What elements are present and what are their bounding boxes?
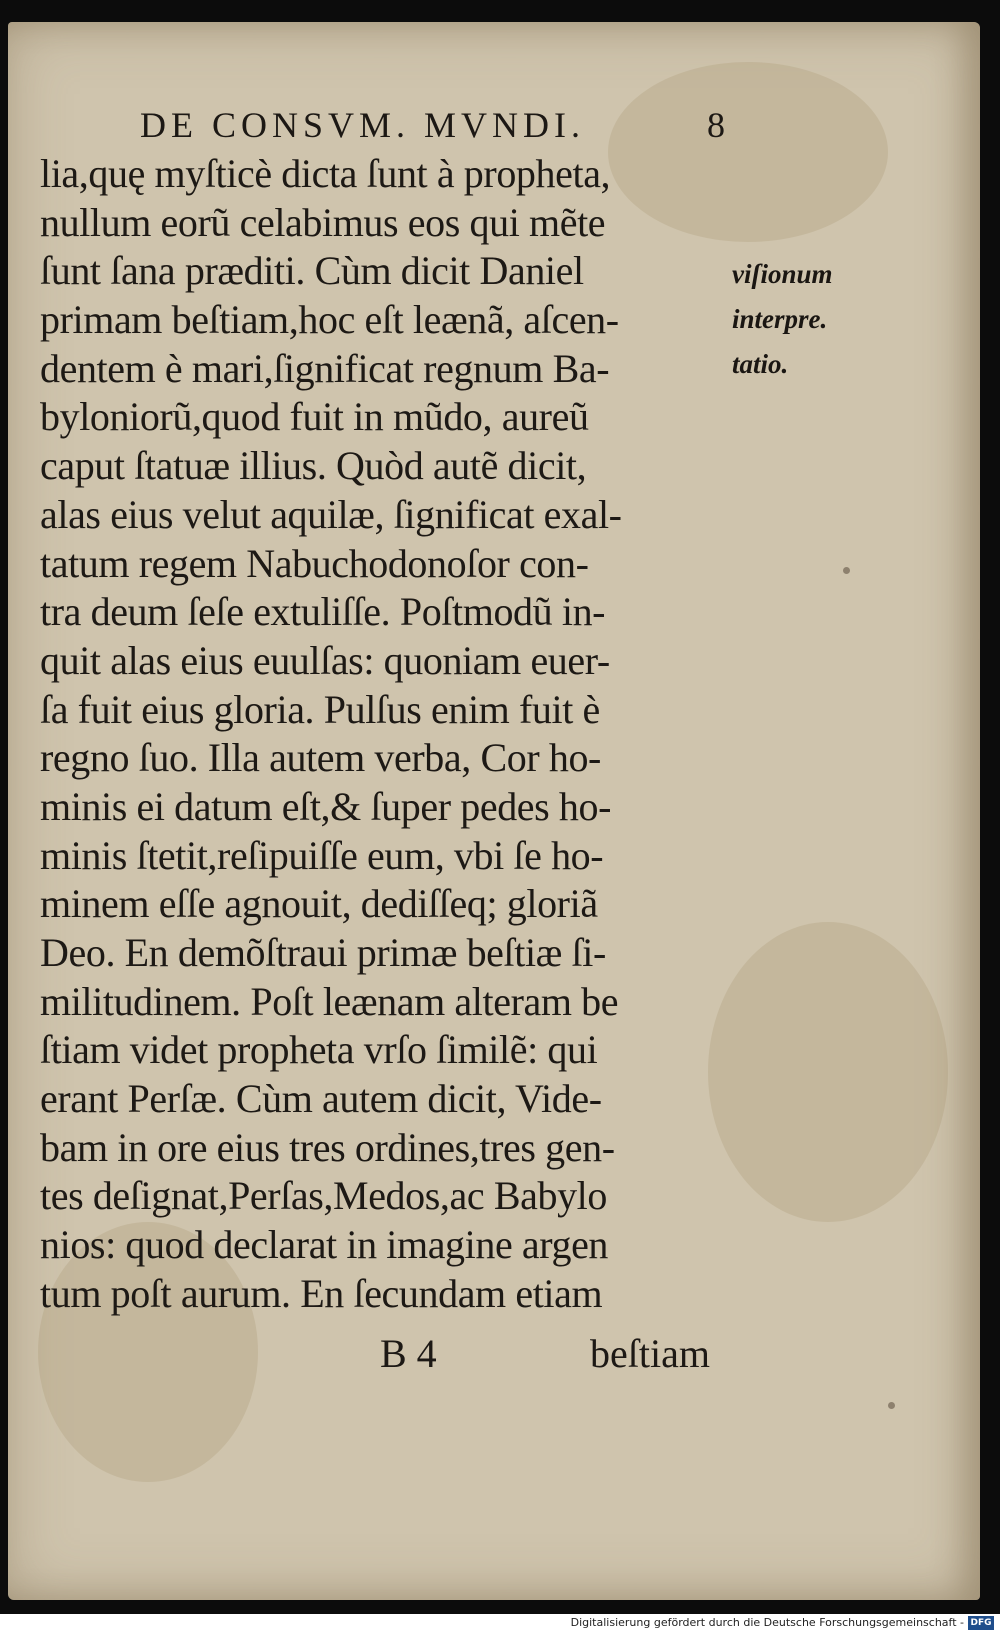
text-line: regno ſuo. Illa autem verba, Cor ho- (40, 735, 601, 781)
dfg-logo-icon: DFG (968, 1616, 994, 1630)
catchword: beſtiam (590, 1331, 710, 1376)
text-line: nullum eorũ celabimus eos qui mẽte (40, 199, 606, 245)
text-line: ſunt ſana præditi. Cùm dicit Daniel (40, 248, 584, 294)
text-line: Deo. En demõſtraui primæ beſtiæ ſi- (40, 930, 606, 975)
text-line: bam in ore eius tres ordines,tres gen- (40, 1124, 615, 1170)
marginal-note-line: viſionum (732, 259, 833, 289)
page-number: 8 (707, 105, 730, 145)
text-line: erant Perſæ. Cùm autem dicit, Vide- (40, 1076, 602, 1122)
ink-spot (843, 567, 850, 574)
text-line: caput ſtatuæ illius. Quòd autẽ dicit, (40, 443, 587, 489)
text-line: militudinem. Poſt leænam alteram be (40, 978, 619, 1024)
text-line: tum poſt aurum. En ſecundam etiam (40, 1270, 603, 1316)
text-line: minis ei datum eſt,& ſuper pedes ho- (40, 783, 612, 829)
text-line: byloniorũ,quod fuit in mũdo, aureũ (40, 394, 589, 440)
text-line: tra deum ſeſe extuliſſe. Poſtmodũ in- (40, 589, 606, 635)
running-head-title: DE CONSVM. MVNDI. (140, 105, 586, 145)
page-footer (380, 1330, 710, 1377)
marginal-note (732, 252, 862, 387)
text-line: ſa fuit eius gloria. Pulſus enim fuit è (40, 686, 600, 732)
ink-spot (888, 1402, 895, 1409)
text-line: tatum regem Nabuchodonoſor con- (40, 540, 589, 586)
funding-credit-text: Digitalisierung gefördert durch die Deutsche Forschungsgemeinschaft - (570, 1616, 964, 1629)
text-line: lia,quę myſticè dicta ſunt à propheta, (40, 151, 611, 196)
funding-credit-bar (0, 1614, 1000, 1633)
signature-mark: B 4 (380, 1331, 437, 1376)
text-line: minis ſtetit,reſipuiſſe eum, vbi ſe ho- (40, 832, 604, 878)
text-line: quit alas eius euulſas: quoniam euer- (40, 637, 610, 683)
text-line: tes deſignat,Perſas,Medos,ac Babylo (40, 1173, 607, 1219)
text-line: dentem è mari,ſignificat regnum Ba- (40, 345, 610, 391)
marginal-note-line: tatio. (732, 349, 789, 379)
body-text (40, 150, 740, 1319)
text-line: alas eius velut aquilæ, ſignificat exal- (40, 491, 622, 537)
paper-stain (708, 922, 948, 1222)
running-head (140, 104, 730, 146)
text-line: primam beſtiam,hoc eſt leænã, aſcen- (40, 297, 619, 343)
text-line: minem eſſe agnouit, dediſſeq; gloriã (40, 881, 598, 927)
marginal-note-line: interpre. (732, 304, 828, 334)
text-line: ſtiam videt propheta vrſo ſimilẽ: qui (40, 1027, 598, 1073)
text-line: nios: quod declarat in imagine argen (40, 1222, 609, 1268)
